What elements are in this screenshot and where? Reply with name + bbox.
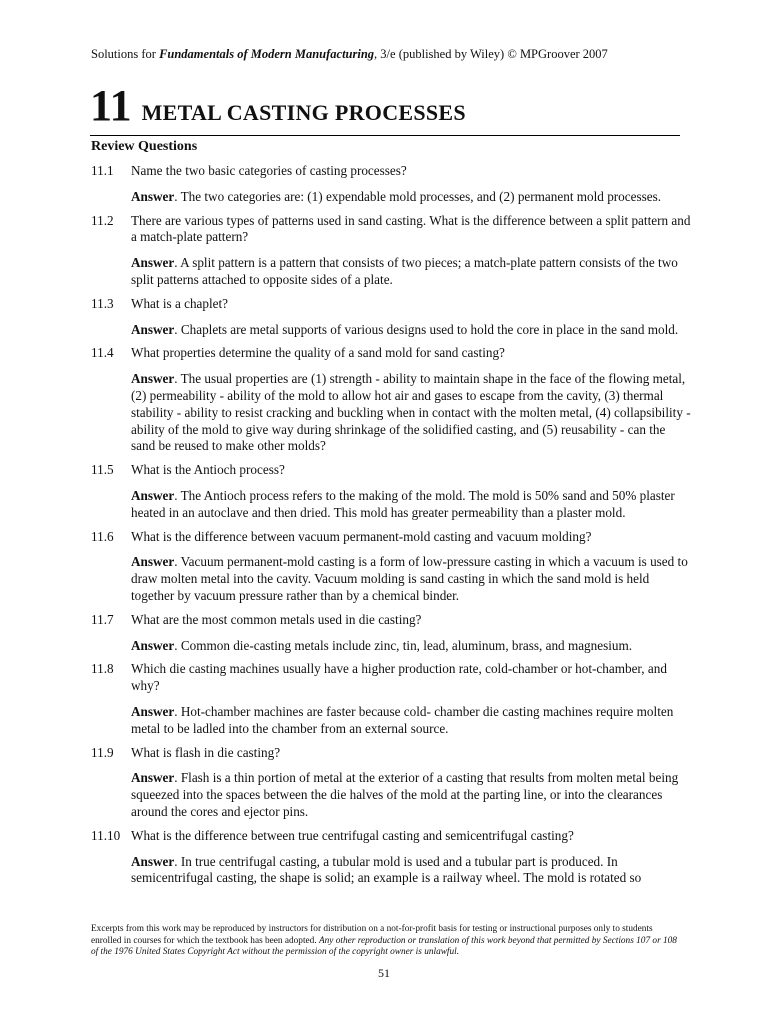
- answer: [131, 638, 691, 655]
- answer: [131, 770, 691, 820]
- answer-label: Answer: [131, 255, 175, 271]
- review-item: [91, 529, 691, 605]
- answer-text: . Vacuum permanent-mold casting is a form of low-pressure casting in which a vacuum is used to draw molten metal into the cavity. Vacuum molding is sand casting in which the sand mold is held together by vacuum pressure rather than by a chemical binder.: [131, 554, 688, 603]
- question-text: Which die casting machines usually have a higher production rate, cold-chamber or hot-chamber, and why?: [131, 661, 667, 694]
- answer-text: . The usual properties are (1) strength - ability to maintain shape in the face of the flowing metal, (2) permeability - ability of the mold to allow hot air and gases to escape from the cavity, (3) thermal stability - ability to resist cracking and buckling when in contact with the molten metal, (4) collapsibility - ability of the mold to give way during shrinkage of the solidified casting, and (5) reusability - can the sand be reused to make other molds?: [131, 371, 691, 454]
- question-number: 11.6: [91, 528, 114, 544]
- running-header: [91, 47, 608, 62]
- answer-label: Answer: [131, 703, 175, 719]
- review-item: [91, 462, 691, 521]
- answer-text: . Chaplets are metal supports of various designs used to hold the core in place in the sand mold.: [174, 321, 679, 337]
- answer-text: . The two categories are: (1) expendable mold processes, and (2) permanent mold processes.: [174, 188, 662, 204]
- question: [91, 296, 691, 313]
- question-number: 11.10: [91, 827, 121, 843]
- review-item: [91, 828, 691, 887]
- review-item: [91, 745, 691, 821]
- chapter-heading: [90, 80, 466, 131]
- answer-label: Answer: [131, 770, 175, 786]
- answer-label: Answer: [131, 371, 175, 387]
- question-text: What is a chaplet?: [131, 295, 229, 311]
- question-text: What is flash in die casting?: [131, 744, 281, 760]
- question-text: Name the two basic categories of casting processes?: [131, 163, 407, 178]
- answer-text: . Common die-casting metals include zinc, tin, lead, aluminum, brass, and magnesium.: [174, 637, 633, 653]
- question: [91, 828, 691, 845]
- question-number: 11.4: [91, 345, 114, 361]
- answer: [131, 371, 691, 455]
- question-text: What are the most common metals used in die casting?: [131, 611, 422, 627]
- question: [91, 745, 691, 762]
- question-number: 11.2: [91, 212, 114, 228]
- answer: [131, 854, 691, 888]
- answer-text: . Flash is a thin portion of metal at the exterior of a casting that results from molten metal being squeezed into the spaces between the die halves of the mold at the parting line, or into the clearances around the cores and ejector pins.: [131, 770, 679, 819]
- answer: [131, 704, 691, 738]
- footer-text: Excerpts from this work may be reproduced by instructors for distribution on a not-for-profit basis for testing or instructional purposes only to students enrolled in courses for which the textbook has been adopted.: [91, 924, 653, 946]
- header-prefix: Solutions for: [91, 47, 160, 61]
- review-item: [91, 612, 691, 655]
- question-number: 11.7: [91, 611, 114, 627]
- footer-italic-text: Any other reproduction or translation of this work beyond that permitted by Sections 107 or 108 of the 1976 United States Copyright Act without the permission of the copyright owner is unlawful.: [91, 935, 677, 958]
- answer: [131, 255, 691, 289]
- answer-label: Answer: [131, 554, 175, 570]
- header-suffix: , 3/e (published by Wiley) © MPGroover 2007: [374, 47, 608, 61]
- question-number: 11.8: [91, 661, 114, 677]
- book-title: Fundamentals of Modern Manufacturing: [159, 47, 375, 61]
- question: [91, 661, 691, 695]
- question-number: 11.9: [91, 744, 114, 760]
- question-text: What is the Antioch process?: [131, 462, 285, 478]
- question: [91, 462, 691, 479]
- section-title: Review Questions: [91, 139, 198, 154]
- question: [91, 612, 691, 629]
- answer: [131, 554, 691, 604]
- review-item: [91, 163, 691, 206]
- question-number: 11.5: [91, 462, 114, 478]
- question: [91, 529, 691, 546]
- question-answer-list: [91, 163, 691, 894]
- answer: [131, 322, 691, 339]
- answer-text: . In true centrifugal casting, a tubular mold is used and a tubular part is produced. In semicentrifugal casting, the shape is solid; an example is a railway wheel. The mold is rotated so: [131, 853, 642, 886]
- review-item: [91, 345, 691, 455]
- question-number: 11.1: [91, 163, 114, 178]
- chapter-number: 11: [90, 81, 132, 130]
- review-item: [91, 296, 691, 339]
- question-number: 11.3: [91, 295, 114, 311]
- question: [91, 163, 691, 180]
- answer: [131, 488, 691, 522]
- answer-label: Answer: [131, 637, 175, 653]
- review-item: [91, 213, 691, 289]
- question: [91, 345, 691, 362]
- answer-label: Answer: [131, 487, 175, 503]
- review-item: [91, 661, 691, 737]
- question: [91, 213, 691, 247]
- copyright-footer: [91, 924, 683, 959]
- answer-label: Answer: [131, 853, 175, 869]
- answer: [131, 189, 691, 206]
- question-text: What is the difference between true centrifugal casting and semicentrifugal casting?: [131, 827, 574, 843]
- answer-label: Answer: [131, 188, 175, 204]
- answer-text: . Hot-chamber machines are faster because cold- chamber die casting machines require molten metal to be ladled into the chamber from an external source.: [131, 703, 674, 736]
- answer-label: Answer: [131, 321, 175, 337]
- page-number: 51: [378, 966, 390, 980]
- answer-text: . The Antioch process refers to the making of the mold. The mold is 50% sand and 50% plaster heated in an autoclave and then dried. This mold has greater permeability than a plaster mold.: [131, 487, 675, 520]
- question-text: What properties determine the quality of a sand mold for sand casting?: [131, 345, 505, 361]
- chapter-title: METAL CASTING PROCESSES: [141, 100, 466, 125]
- question-text: There are various types of patterns used in sand casting. What is the difference between a split pattern and a match-plate pattern?: [131, 212, 691, 245]
- question-text: What is the difference between vacuum permanent-mold casting and vacuum molding?: [131, 528, 592, 544]
- heading-divider: [90, 135, 680, 136]
- answer-text: . A split pattern is a pattern that consists of two pieces; a match-plate pattern consists of the two split patterns attached to opposite sides of a plate.: [131, 255, 678, 287]
